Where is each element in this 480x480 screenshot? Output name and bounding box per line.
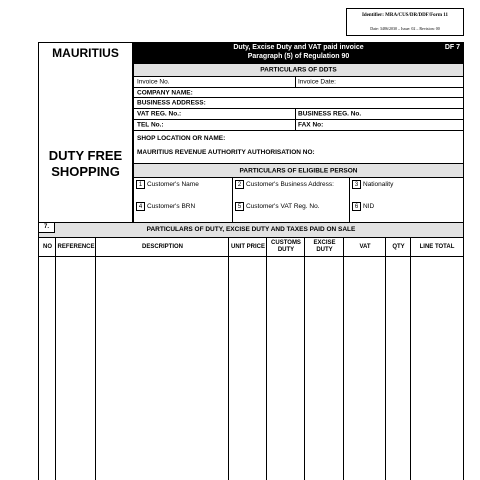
field-number-6: 6 [352,202,361,211]
col-no: NO [43,243,52,250]
ddts-section-header [133,64,464,77]
col-line-total: LINE TOTAL [419,243,455,250]
section-7-header [38,222,464,237]
form-header [133,42,464,64]
field-number-3: 3 [352,180,361,189]
company-name-row [133,88,464,98]
business-address-row [133,98,464,109]
tel-fax-row [133,120,464,131]
col-customs-duty: CUSTOMS DUTY [271,240,301,253]
form-header-title: Duty, Excise Duty and VAT paid invoice [233,44,364,51]
duty-free-shopping-title [39,148,132,180]
col-qty: QTY [392,243,405,250]
col-vat: VAT [359,243,371,250]
col-description: DESCRIPTION [141,243,183,250]
col-reference: REFERENCE [57,243,95,250]
shop-auth-block [133,131,464,163]
shop-location-field[interactable]: SHOP LOCATION OR NAME: [137,135,226,142]
invoice-no-field[interactable]: Invoice No. [137,78,170,86]
col-excise-duty: EXCISE DUTY [313,240,336,253]
items-table-header [38,237,464,257]
eligible-person-header [133,163,464,178]
fax-field[interactable]: FAX No: [298,121,324,129]
vat-reg-field[interactable]: VAT REG. No.: [137,110,182,118]
invoice-row [133,77,464,88]
form-identifier-box [346,8,464,36]
nationality-field[interactable]: Nationality [363,181,394,188]
customer-vat-reg-field[interactable]: Customer's VAT Reg. No. [246,203,320,210]
eligible-row-2 [133,201,464,222]
field-number-5: 5 [235,202,244,211]
business-reg-field[interactable]: BUSINESS REG. No. [298,110,362,118]
left-title-panel [38,42,133,222]
customer-brn-field[interactable]: Customer's BRN [147,203,196,210]
vat-reg-row [133,109,464,120]
field-number-1: 1 [136,180,145,189]
tel-field[interactable]: TEL No.: [137,121,164,129]
field-number-4: 4 [136,202,145,211]
form-header-subtitle: Paragraph (5) of Regulation 90 [247,53,350,60]
country-title: MAURITIUS [52,46,119,60]
ddts-section-title: PARTICULARS OF DDTS [260,66,337,74]
invoice-date-field[interactable]: Invoice Date: [298,78,336,86]
field-number-2: 2 [235,180,244,189]
col-unit-price: UNIT PRICE [230,243,265,250]
form-identifier: Identifier: MRA/CUS/DR/DDF/Form 11 [361,13,449,18]
nid-field[interactable]: NID [363,203,375,210]
duty-free-line1: DUTY FREE [48,148,123,163]
eligible-person-title: PARTICULARS OF ELIGIBLE PERSON [239,167,358,174]
items-table-body[interactable] [38,257,464,480]
business-address-field[interactable]: BUSINESS ADDRESS: [137,99,206,107]
customer-name-field[interactable]: Customer's Name [147,181,199,188]
form-issue-info: Date: 3486/2030 – Issue: 02 – Revision: 00 [370,26,440,31]
eligible-row-1 [133,178,464,201]
customer-business-address-field[interactable]: Customer's Business Address: [246,181,334,188]
company-name-field[interactable]: COMPANY NAME: [137,89,193,96]
authorisation-field[interactable]: MAURITIUS REVENUE AUTHORITY AUTHORISATION NO: [137,149,315,156]
duty-free-line2: SHOPPING [51,164,120,179]
form-code: DF 7 [444,44,460,51]
section-7-title: PARTICULARS OF DUTY, EXCISE DUTY AND TAXES PAID ON SALE [146,226,356,233]
section-7-number: 7. [39,223,55,233]
